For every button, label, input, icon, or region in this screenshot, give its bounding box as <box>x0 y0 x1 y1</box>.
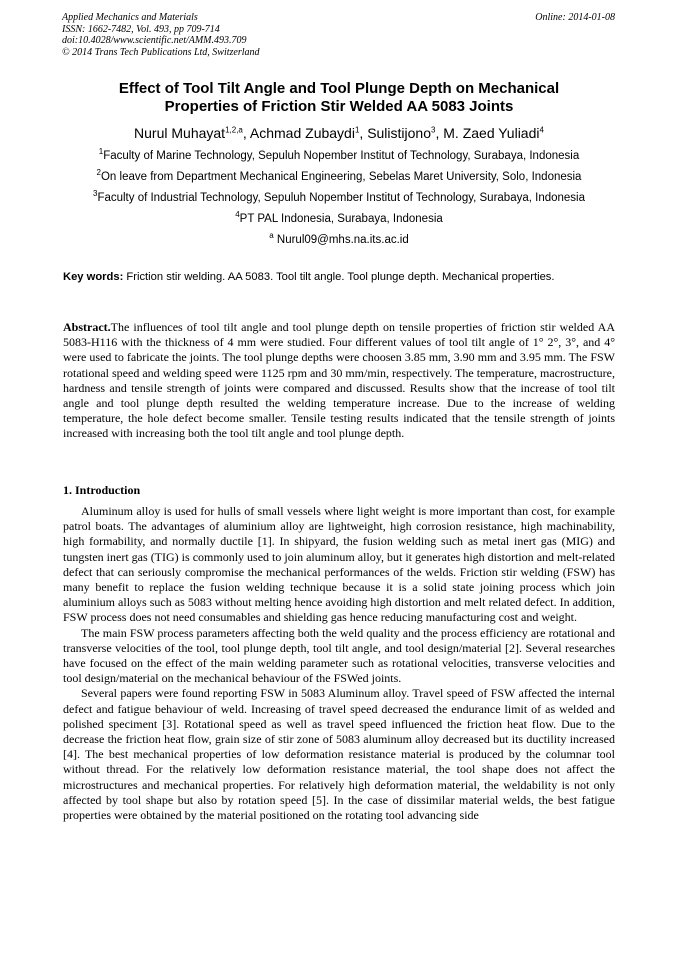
affiliation-1: $^1$Faculty of Marine Technology, Sepuluh Nopember Institut of Technology, Surabaya, Indonesia <box>98 147 580 162</box>
abstract-block <box>63 320 615 442</box>
affiliation-2: $^2$On leave from Department Mechanical Engineering, Sebelas Maret University, Solo, Indonesia <box>96 168 582 183</box>
affiliation-4: $^4$PT PAL Indonesia, Surabaya, Indonesia <box>235 210 443 225</box>
introduction-body <box>63 504 615 823</box>
section-heading: 1. Introduction <box>63 483 141 497</box>
paragraph: The main FSW process parameters affecting both the weld quality and the process efficiency are rotational and transverse velocities of the tool, tool plunge depth, tool tilt angle, and tool design/material [2]. Several researches have focused on the effect of the main welding parameter such as rotational velocities, transverse velocities and tool design/material on the mechanical behaviour of the FSWed joints. <box>63 625 615 686</box>
author-list <box>20 124 658 142</box>
doi-line[interactable]: doi:10.4028/www.scientific.net/AMM.493.709 <box>62 35 247 46</box>
contact-email[interactable]: $^a$ Nurul09@mhs.na.its.ac.id <box>269 231 409 246</box>
paragraph: Aluminum alloy is used for hulls of small vessels where light weight is more important than cost, for example patrol boats. The advantages of aluminium alloy are lightweight, high corrosion resistance, high machinability, high formability, and normally ductile [1]. In shipyard, the fusion welding such as metal inert gas (MIG) and tungsten inert gas (TIG) is commonly used to join aluminum alloy, but it generates high distortion and melt-related defect that can seriously compromise the mechanical performances of the welds. Friction stir welding (FSW) has many benefit to replace the fusion welding technique because it is a solid state joining process which join aluminium alloys such as 5083 without melting hence avoiding high distortion and melt related defect. In addition, FSW process does not need consumables and shielding gas hence reducing manufacturing cost and weight. <box>63 504 615 625</box>
affiliation-3: $^3$Faculty of Industrial Technology, Sepuluh Nopember Institut of Technology, Surabaya, Indonesia <box>92 189 585 204</box>
journal-header <box>62 12 615 58</box>
online-date: Online: 2014-01-08 <box>535 12 615 23</box>
paragraph: Several papers were found reporting FSW in 5083 Aluminum alloy. Travel speed of FSW affected the internal defect and fatigue behaviour of weld. Increasing of travel speed decreased the endurance limit of as welded and polished speciment [3]. Rotational speed as well as travel speed influenced the friction heat flow. Due to the decrease the friction heat flow, grain size of stir zone of 5083 aluminum alloy decreased but its ductility increased [4]. The best mechanical properties of low deformation resistance material is produced by the columnar tool without thread. For the relatively low deformation resistance material, the tool shape does not affect the microstructures and mechanical properties. For relatively high deformation material, the weldability is not only affected by tool shape but also by rotation speed [5]. In the case of dissimilar material welds, the best fatigue properties were obtained by the material positioned on the rotating tool advancing side <box>63 686 615 823</box>
journal-name: Applied Mechanics and Materials <box>62 12 198 23</box>
abstract-text: The influences of tool tilt angle and tool plunge depth on tensile properties of friction stir welded AA 5083-H116 with the thickness of 4 mm were studied. Four different values of tool tilt angle of 1° 2°, 3°, and 4° were used to fabricate the joints. The tool plunge depths were choosen 3.85 mm, 3.90 mm and 3.95 mm. The FSW rotational speed and welding speed were 1125 rpm and 30 mm/min, respectively. The temperature, macrostructure, hardness and tensile strength of joints were compared and discussed. Results show that the increase of tool tilt angle and tool plunge depth resulted the welding temperature increase. Due to the increase of welding temperature, the hole defect become smaller. Tensile testing results indicated that the tensile strength of joints increased with increasing both the tool tilt angle and tool plunge depth. <box>63 320 615 441</box>
author: Sulistijono$^3$, <box>367 125 444 141</box>
author: Achmad Zubaydi$^1$, <box>249 125 368 141</box>
copyright-line: © 2014 Trans Tech Publications Ltd, Switzerland <box>62 46 260 58</box>
author: M. Zaed Yuliadi$^4$ <box>443 125 544 141</box>
keywords-label: Key words: <box>63 271 124 283</box>
issn-line: ISSN: 1662-7482, Vol. 493, pp 709-714 <box>62 23 220 35</box>
keywords-text: Friction stir welding. AA 5083. Tool tilt angle. Tool plunge depth. Mechanical properties. <box>123 271 555 283</box>
keywords-block <box>63 270 615 285</box>
abstract-label: Abstract. <box>63 320 111 334</box>
title-line-2: Properties of Friction Stir Welded AA 5083 Joints <box>164 98 514 115</box>
author: Nurul Muhayat$^{1,2,a}$, <box>134 125 250 141</box>
paper-title <box>40 80 638 116</box>
title-line-1: Effect of Tool Tilt Angle and Tool Plunge Depth on Mechanical <box>118 80 560 97</box>
